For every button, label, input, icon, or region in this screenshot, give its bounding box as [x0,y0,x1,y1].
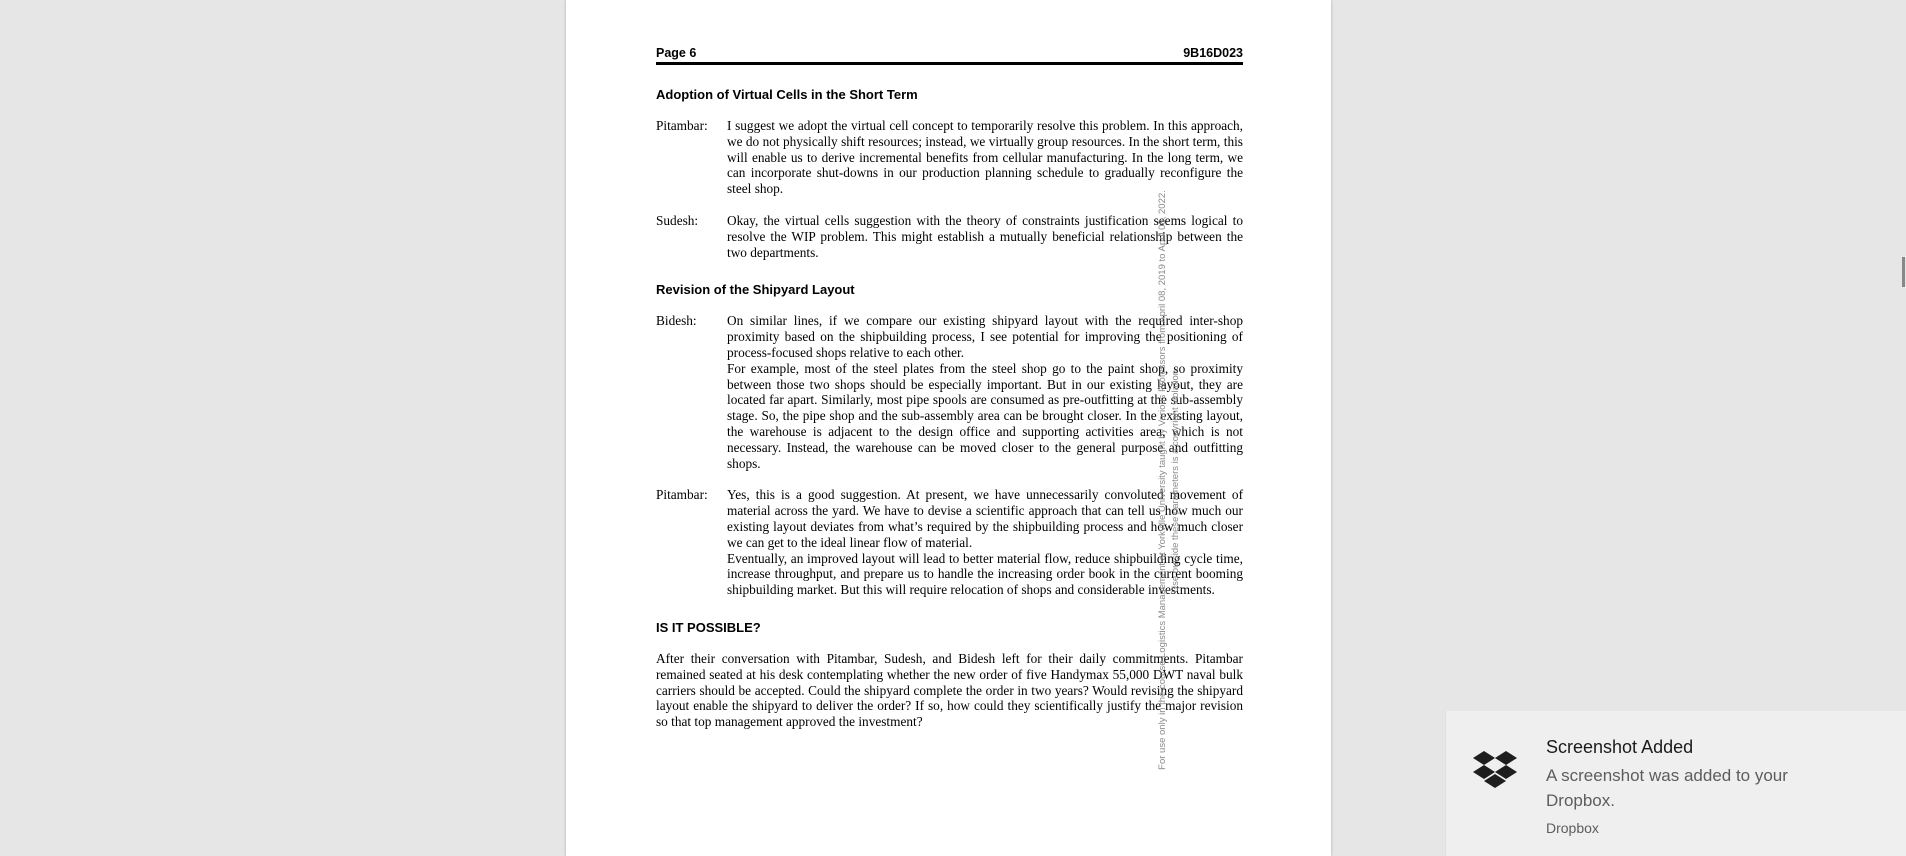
watermark-line: Use outside these parameters is a copyright violation. [1170,367,1181,593]
watermark-line: For use only in the course Logistics Management at Yorkville University taught by Various Professors from April 08, 2019 to April 08, 2022. [1157,190,1168,770]
dialogue-entry [656,313,1243,471]
scrollbar-thumb[interactable] [1902,257,1905,287]
page-content [656,46,1243,730]
page-label: Page 6 [656,46,697,60]
toast-app-name: Dropbox [1546,820,1599,836]
dialogue-entry [656,118,1243,197]
case-code: 9B16D023 [1183,46,1243,60]
section-heading: IS IT POSSIBLE? [656,619,761,635]
speaker-name: Sudesh: [656,212,699,228]
dialogue-entry [656,487,1243,598]
section-heading: Adoption of Virtual Cells in the Short Term [656,87,918,102]
speech-paragraph: I suggest we adopt the virtual cell concept to temporarily resolve this problem. In this approach, we do not physically shift resources; instead, we virtually group resources. In the short term, this will enable us to derive incremental benefits from cellular manufacturing. In the long term, we can incorporate shut-downs in our production planning schedule to gradually reconfigure the steel shop. [727,118,1243,197]
page-header [656,46,1243,65]
section-heading: Revision of the Shipyard Layout [656,282,855,298]
speaker-name: Pitambar: [656,487,708,503]
dropbox-icon [1473,749,1517,789]
document-page [566,0,1331,856]
speech-paragraph: For example, most of the steel plates from the steel shop go to the paint shop, so proximity between those two shops should be especially important. But in our existing layout, they are located far apart. Similarly, most pipe spools are consumed as pre-outfitting at the sub-assembly stage. So, the pipe shop and the sub-assembly area can be brought closer. In the existing layout, the warehouse is adjacent to the design office and supporting activities area, which is not necessary. Instead, the warehouse can be moved closer to the general purpose and outfitting shops. [727,360,1243,471]
speech-paragraph: Okay, the virtual cells suggestion with the theory of constraints justification seems logical to resolve the WIP problem. This might establish a mutually beneficial relationship between the two departments. [727,212,1243,260]
speech-paragraph: Eventually, an improved layout will lead to better material flow, reduce shipbuilding cycle time, increase throughput, and prepare us to handle the increasing order book in the current booming shipbuilding market. But this will require relocation of shops and considerable investments. [727,550,1243,598]
speaker-name: Bidesh: [656,313,697,329]
closing-paragraph: After their conversation with Pitambar, Sudesh, and Bidesh left for their daily commitments. Pitambar remained seated at his desk contemplating whether the new order of five Handymax 55,000 DWT naval bulk carriers should be accepted. Could the shipyard complete the order in two years? Would revising the shipyard layout enable the shipyard to deliver the order? If so, how could they scientifically justify the major revision so that top management approved the investment? [656,650,1243,730]
speech-paragraph: On similar lines, if we compare our existing shipyard layout with the required inter-shop proximity based on the shipbuilding process, I see potential for improving the positioning of process-focused shops relative to each other. [727,313,1243,360]
dialogue-entry [656,213,1243,260]
toast-message: A screenshot was added to your Dropbox. [1546,766,1788,810]
toast-title: Screenshot Added [1546,737,1694,757]
copyright-watermark [1156,170,1186,790]
speaker-name: Pitambar: [656,118,708,133]
speech-paragraph: Yes, this is a good suggestion. At present, we have unnecessarily convoluted movement of material across the yard. We have to devise a scientific approach that can tell us how much our existing layout deviates from what’s required by the shipbuilding process and how much closer we can get to the ideal linear flow of material. [727,487,1243,550]
dropbox-notification[interactable] [1445,711,1906,856]
